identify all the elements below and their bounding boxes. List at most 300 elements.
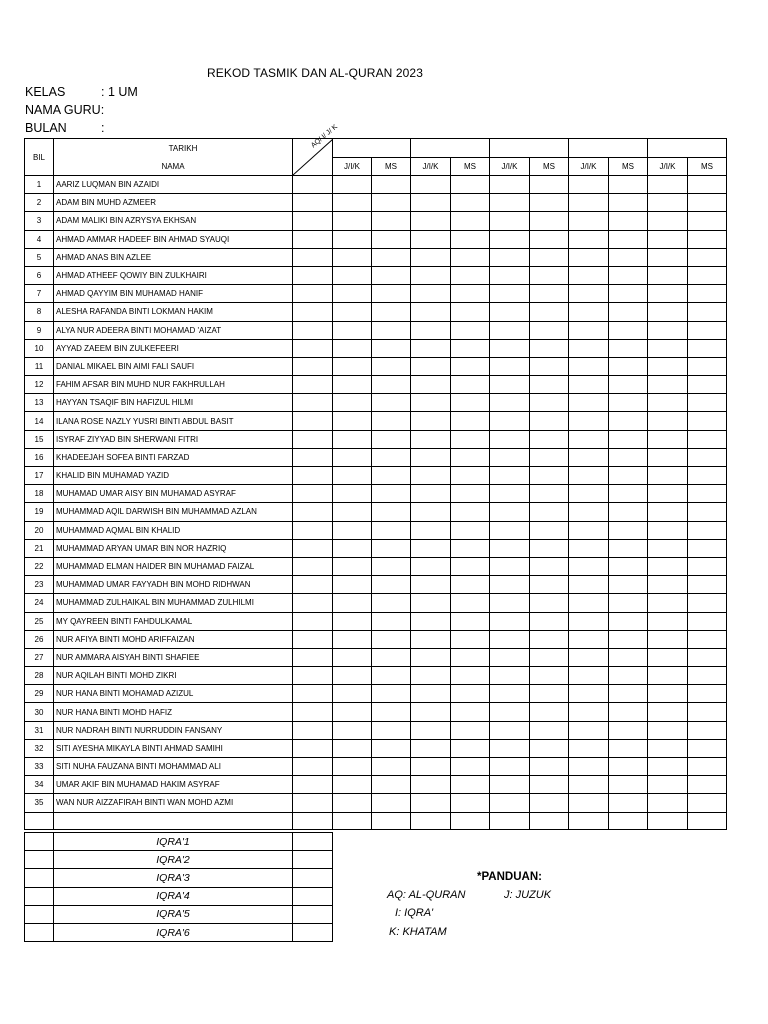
entry-cell[interactable] [530, 703, 569, 721]
entry-cell[interactable] [490, 630, 530, 648]
entry-cell[interactable] [490, 285, 530, 303]
entry-cell[interactable] [411, 503, 451, 521]
entry-cell[interactable] [569, 467, 609, 485]
entry-cell[interactable] [372, 685, 411, 703]
entry-cell[interactable] [569, 503, 609, 521]
entry-cell[interactable] [530, 539, 569, 557]
entry-cell[interactable] [569, 485, 609, 503]
entry-cell[interactable] [293, 194, 333, 212]
entry-cell[interactable] [648, 176, 688, 194]
entry-cell[interactable] [490, 357, 530, 375]
entry-cell[interactable] [688, 212, 727, 230]
entry-cell[interactable] [451, 285, 490, 303]
entry-cell[interactable] [490, 812, 530, 829]
entry-cell[interactable] [569, 212, 609, 230]
entry-cell[interactable] [490, 739, 530, 757]
entry-cell[interactable] [490, 448, 530, 466]
entry-cell[interactable] [609, 703, 648, 721]
entry-cell[interactable] [609, 448, 648, 466]
entry-cell[interactable] [293, 430, 333, 448]
date-cell-3[interactable] [490, 139, 569, 158]
entry-cell[interactable] [411, 303, 451, 321]
entry-cell[interactable] [293, 503, 333, 521]
entry-cell[interactable] [648, 503, 688, 521]
entry-cell[interactable] [530, 721, 569, 739]
entry-cell[interactable] [530, 594, 569, 612]
date-cell-1[interactable] [333, 139, 411, 158]
entry-cell[interactable] [569, 630, 609, 648]
entry-cell[interactable] [688, 703, 727, 721]
entry-cell[interactable] [569, 812, 609, 829]
entry-cell[interactable] [609, 430, 648, 448]
entry-cell[interactable] [333, 721, 372, 739]
entry-cell[interactable] [688, 485, 727, 503]
entry-cell[interactable] [372, 758, 411, 776]
entry-cell[interactable] [333, 176, 372, 194]
entry-cell[interactable] [688, 667, 727, 685]
iqra-entry[interactable] [293, 851, 333, 869]
entry-cell[interactable] [372, 776, 411, 794]
entry-cell[interactable] [688, 776, 727, 794]
entry-cell[interactable] [372, 630, 411, 648]
entry-cell[interactable] [333, 212, 372, 230]
entry-cell[interactable] [333, 467, 372, 485]
entry-cell[interactable] [569, 576, 609, 594]
iqra-entry[interactable] [293, 869, 333, 887]
entry-cell[interactable] [609, 266, 648, 284]
entry-cell[interactable] [530, 339, 569, 357]
entry-cell[interactable] [569, 376, 609, 394]
entry-cell[interactable] [372, 703, 411, 721]
entry-cell[interactable] [569, 194, 609, 212]
entry-cell[interactable] [609, 503, 648, 521]
entry-cell[interactable] [688, 521, 727, 539]
entry-cell[interactable] [569, 430, 609, 448]
entry-cell[interactable] [54, 812, 293, 829]
entry-cell[interactable] [530, 376, 569, 394]
entry-cell[interactable] [648, 667, 688, 685]
entry-cell[interactable] [648, 285, 688, 303]
entry-cell[interactable] [569, 412, 609, 430]
entry-cell[interactable] [609, 412, 648, 430]
entry-cell[interactable] [372, 376, 411, 394]
entry-cell[interactable] [609, 612, 648, 630]
entry-cell[interactable] [688, 448, 727, 466]
entry-cell[interactable] [411, 321, 451, 339]
entry-cell[interactable] [411, 648, 451, 666]
entry-cell[interactable] [411, 576, 451, 594]
entry-cell[interactable] [609, 539, 648, 557]
entry-cell[interactable] [451, 521, 490, 539]
entry-cell[interactable] [569, 321, 609, 339]
entry-cell[interactable] [372, 557, 411, 575]
entry-cell[interactable] [569, 612, 609, 630]
date-cell-5[interactable] [648, 139, 727, 158]
entry-cell[interactable] [411, 630, 451, 648]
entry-cell[interactable] [569, 557, 609, 575]
entry-cell[interactable] [411, 376, 451, 394]
entry-cell[interactable] [569, 230, 609, 248]
entry-cell[interactable] [372, 485, 411, 503]
entry-cell[interactable] [530, 194, 569, 212]
entry-cell[interactable] [490, 321, 530, 339]
entry-cell[interactable] [609, 194, 648, 212]
entry-cell[interactable] [293, 321, 333, 339]
entry-cell[interactable] [411, 176, 451, 194]
entry-cell[interactable] [569, 303, 609, 321]
entry-cell[interactable] [490, 703, 530, 721]
entry-cell[interactable] [569, 648, 609, 666]
entry-cell[interactable] [688, 430, 727, 448]
entry-cell[interactable] [648, 594, 688, 612]
entry-cell[interactable] [333, 667, 372, 685]
entry-cell[interactable] [293, 557, 333, 575]
entry-cell[interactable] [609, 812, 648, 829]
entry-cell[interactable] [490, 758, 530, 776]
iqra-entry[interactable] [293, 923, 333, 941]
entry-cell[interactable] [648, 430, 688, 448]
entry-cell[interactable] [411, 230, 451, 248]
entry-cell[interactable] [293, 594, 333, 612]
entry-cell[interactable] [688, 194, 727, 212]
entry-cell[interactable] [688, 812, 727, 829]
entry-cell[interactable] [609, 521, 648, 539]
entry-cell[interactable] [609, 630, 648, 648]
entry-cell[interactable] [411, 394, 451, 412]
entry-cell[interactable] [648, 248, 688, 266]
entry-cell[interactable] [688, 758, 727, 776]
entry-cell[interactable] [372, 448, 411, 466]
entry-cell[interactable] [609, 648, 648, 666]
entry-cell[interactable] [688, 303, 727, 321]
entry-cell[interactable] [569, 703, 609, 721]
entry-cell[interactable] [530, 467, 569, 485]
entry-cell[interactable] [411, 539, 451, 557]
entry-cell[interactable] [451, 739, 490, 757]
entry-cell[interactable] [372, 576, 411, 594]
entry-cell[interactable] [490, 467, 530, 485]
entry-cell[interactable] [333, 248, 372, 266]
entry-cell[interactable] [372, 321, 411, 339]
entry-cell[interactable] [530, 303, 569, 321]
entry-cell[interactable] [530, 266, 569, 284]
entry-cell[interactable] [451, 630, 490, 648]
entry-cell[interactable] [372, 594, 411, 612]
entry-cell[interactable] [688, 285, 727, 303]
entry-cell[interactable] [333, 285, 372, 303]
entry-cell[interactable] [609, 303, 648, 321]
entry-cell[interactable] [411, 467, 451, 485]
entry-cell[interactable] [372, 194, 411, 212]
entry-cell[interactable] [411, 776, 451, 794]
entry-cell[interactable] [293, 448, 333, 466]
entry-cell[interactable] [333, 794, 372, 812]
entry-cell[interactable] [293, 703, 333, 721]
entry-cell[interactable] [490, 339, 530, 357]
entry-cell[interactable] [490, 776, 530, 794]
entry-cell[interactable] [530, 394, 569, 412]
entry-cell[interactable] [411, 667, 451, 685]
entry-cell[interactable] [293, 739, 333, 757]
entry-cell[interactable] [569, 776, 609, 794]
entry-cell[interactable] [293, 176, 333, 194]
entry-cell[interactable] [372, 412, 411, 430]
entry-cell[interactable] [490, 248, 530, 266]
entry-cell[interactable] [372, 521, 411, 539]
entry-cell[interactable] [688, 230, 727, 248]
entry-cell[interactable] [490, 376, 530, 394]
entry-cell[interactable] [293, 467, 333, 485]
entry-cell[interactable] [569, 448, 609, 466]
entry-cell[interactable] [569, 285, 609, 303]
entry-cell[interactable] [490, 794, 530, 812]
entry-cell[interactable] [333, 685, 372, 703]
entry-cell[interactable] [609, 376, 648, 394]
entry-cell[interactable] [411, 794, 451, 812]
entry-cell[interactable] [648, 448, 688, 466]
entry-cell[interactable] [648, 485, 688, 503]
iqra-entry[interactable] [293, 833, 333, 851]
entry-cell[interactable] [569, 739, 609, 757]
entry-cell[interactable] [490, 539, 530, 557]
entry-cell[interactable] [372, 266, 411, 284]
entry-cell[interactable] [333, 230, 372, 248]
entry-cell[interactable] [293, 248, 333, 266]
entry-cell[interactable] [333, 357, 372, 375]
entry-cell[interactable] [372, 503, 411, 521]
entry-cell[interactable] [490, 503, 530, 521]
entry-cell[interactable] [372, 285, 411, 303]
entry-cell[interactable] [411, 703, 451, 721]
entry-cell[interactable] [648, 685, 688, 703]
entry-cell[interactable] [490, 430, 530, 448]
entry-cell[interactable] [569, 339, 609, 357]
entry-cell[interactable] [451, 539, 490, 557]
entry-cell[interactable] [490, 521, 530, 539]
entry-cell[interactable] [569, 685, 609, 703]
entry-cell[interactable] [333, 703, 372, 721]
entry-cell[interactable] [530, 667, 569, 685]
entry-cell[interactable] [333, 485, 372, 503]
entry-cell[interactable] [609, 776, 648, 794]
entry-cell[interactable] [372, 248, 411, 266]
entry-cell[interactable] [609, 594, 648, 612]
entry-cell[interactable] [451, 576, 490, 594]
entry-cell[interactable] [490, 557, 530, 575]
entry-cell[interactable] [372, 176, 411, 194]
entry-cell[interactable] [293, 721, 333, 739]
entry-cell[interactable] [411, 721, 451, 739]
entry-cell[interactable] [411, 485, 451, 503]
entry-cell[interactable] [333, 758, 372, 776]
entry-cell[interactable] [293, 230, 333, 248]
entry-cell[interactable] [293, 412, 333, 430]
entry-cell[interactable] [372, 339, 411, 357]
entry-cell[interactable] [411, 448, 451, 466]
entry-cell[interactable] [530, 576, 569, 594]
entry-cell[interactable] [333, 430, 372, 448]
entry-cell[interactable] [293, 357, 333, 375]
entry-cell[interactable] [648, 612, 688, 630]
entry-cell[interactable] [688, 794, 727, 812]
entry-cell[interactable] [648, 303, 688, 321]
entry-cell[interactable] [648, 557, 688, 575]
entry-cell[interactable] [451, 758, 490, 776]
entry-cell[interactable] [688, 685, 727, 703]
entry-cell[interactable] [451, 376, 490, 394]
entry-cell[interactable] [411, 212, 451, 230]
entry-cell[interactable] [293, 685, 333, 703]
entry-cell[interactable] [490, 394, 530, 412]
entry-cell[interactable] [293, 776, 333, 794]
entry-cell[interactable] [451, 667, 490, 685]
entry-cell[interactable] [648, 412, 688, 430]
entry-cell[interactable] [333, 594, 372, 612]
entry-cell[interactable] [609, 557, 648, 575]
entry-cell[interactable] [25, 812, 54, 829]
entry-cell[interactable] [451, 430, 490, 448]
entry-cell[interactable] [569, 266, 609, 284]
entry-cell[interactable] [490, 594, 530, 612]
entry-cell[interactable] [688, 721, 727, 739]
entry-cell[interactable] [490, 303, 530, 321]
entry-cell[interactable] [372, 812, 411, 829]
entry-cell[interactable] [411, 594, 451, 612]
entry-cell[interactable] [333, 776, 372, 794]
entry-cell[interactable] [333, 521, 372, 539]
entry-cell[interactable] [293, 812, 333, 829]
entry-cell[interactable] [609, 212, 648, 230]
entry-cell[interactable] [688, 248, 727, 266]
entry-cell[interactable] [411, 557, 451, 575]
entry-cell[interactable] [293, 758, 333, 776]
entry-cell[interactable] [372, 230, 411, 248]
entry-cell[interactable] [609, 685, 648, 703]
entry-cell[interactable] [411, 339, 451, 357]
entry-cell[interactable] [530, 776, 569, 794]
entry-cell[interactable] [648, 648, 688, 666]
entry-cell[interactable] [451, 448, 490, 466]
entry-cell[interactable] [490, 230, 530, 248]
entry-cell[interactable] [530, 739, 569, 757]
entry-cell[interactable] [451, 339, 490, 357]
entry-cell[interactable] [451, 721, 490, 739]
entry-cell[interactable] [609, 248, 648, 266]
entry-cell[interactable] [609, 739, 648, 757]
entry-cell[interactable] [688, 357, 727, 375]
entry-cell[interactable] [490, 266, 530, 284]
entry-cell[interactable] [569, 357, 609, 375]
entry-cell[interactable] [688, 503, 727, 521]
entry-cell[interactable] [293, 630, 333, 648]
entry-cell[interactable] [293, 648, 333, 666]
entry-cell[interactable] [688, 557, 727, 575]
entry-cell[interactable] [372, 303, 411, 321]
entry-cell[interactable] [569, 248, 609, 266]
iqra-entry[interactable] [293, 905, 333, 923]
entry-cell[interactable] [372, 467, 411, 485]
entry-cell[interactable] [688, 539, 727, 557]
entry-cell[interactable] [333, 739, 372, 757]
entry-cell[interactable] [569, 794, 609, 812]
entry-cell[interactable] [451, 394, 490, 412]
entry-cell[interactable] [293, 303, 333, 321]
entry-cell[interactable] [569, 721, 609, 739]
entry-cell[interactable] [333, 539, 372, 557]
entry-cell[interactable] [609, 667, 648, 685]
entry-cell[interactable] [530, 612, 569, 630]
entry-cell[interactable] [333, 648, 372, 666]
entry-cell[interactable] [372, 357, 411, 375]
entry-cell[interactable] [490, 685, 530, 703]
entry-cell[interactable] [648, 703, 688, 721]
entry-cell[interactable] [648, 394, 688, 412]
entry-cell[interactable] [530, 230, 569, 248]
entry-cell[interactable] [609, 485, 648, 503]
entry-cell[interactable] [451, 612, 490, 630]
entry-cell[interactable] [333, 557, 372, 575]
entry-cell[interactable] [530, 412, 569, 430]
entry-cell[interactable] [530, 521, 569, 539]
entry-cell[interactable] [411, 357, 451, 375]
entry-cell[interactable] [688, 412, 727, 430]
entry-cell[interactable] [609, 176, 648, 194]
entry-cell[interactable] [609, 339, 648, 357]
entry-cell[interactable] [333, 812, 372, 829]
entry-cell[interactable] [530, 448, 569, 466]
entry-cell[interactable] [333, 503, 372, 521]
entry-cell[interactable] [648, 812, 688, 829]
entry-cell[interactable] [530, 321, 569, 339]
entry-cell[interactable] [490, 176, 530, 194]
entry-cell[interactable] [451, 503, 490, 521]
entry-cell[interactable] [648, 776, 688, 794]
entry-cell[interactable] [451, 266, 490, 284]
entry-cell[interactable] [293, 339, 333, 357]
entry-cell[interactable] [490, 721, 530, 739]
entry-cell[interactable] [293, 612, 333, 630]
entry-cell[interactable] [333, 194, 372, 212]
entry-cell[interactable] [648, 739, 688, 757]
entry-cell[interactable] [609, 794, 648, 812]
entry-cell[interactable] [530, 812, 569, 829]
entry-cell[interactable] [372, 721, 411, 739]
entry-cell[interactable] [372, 794, 411, 812]
entry-cell[interactable] [609, 321, 648, 339]
entry-cell[interactable] [372, 667, 411, 685]
entry-cell[interactable] [648, 630, 688, 648]
entry-cell[interactable] [333, 303, 372, 321]
entry-cell[interactable] [451, 557, 490, 575]
entry-cell[interactable] [530, 430, 569, 448]
entry-cell[interactable] [609, 758, 648, 776]
entry-cell[interactable] [411, 412, 451, 430]
entry-cell[interactable] [333, 339, 372, 357]
entry-cell[interactable] [333, 266, 372, 284]
entry-cell[interactable] [372, 612, 411, 630]
entry-cell[interactable] [530, 212, 569, 230]
entry-cell[interactable] [530, 485, 569, 503]
entry-cell[interactable] [451, 303, 490, 321]
entry-cell[interactable] [372, 648, 411, 666]
entry-cell[interactable] [648, 721, 688, 739]
entry-cell[interactable] [648, 194, 688, 212]
entry-cell[interactable] [609, 394, 648, 412]
entry-cell[interactable] [451, 794, 490, 812]
entry-cell[interactable] [530, 794, 569, 812]
entry-cell[interactable] [333, 394, 372, 412]
entry-cell[interactable] [648, 376, 688, 394]
